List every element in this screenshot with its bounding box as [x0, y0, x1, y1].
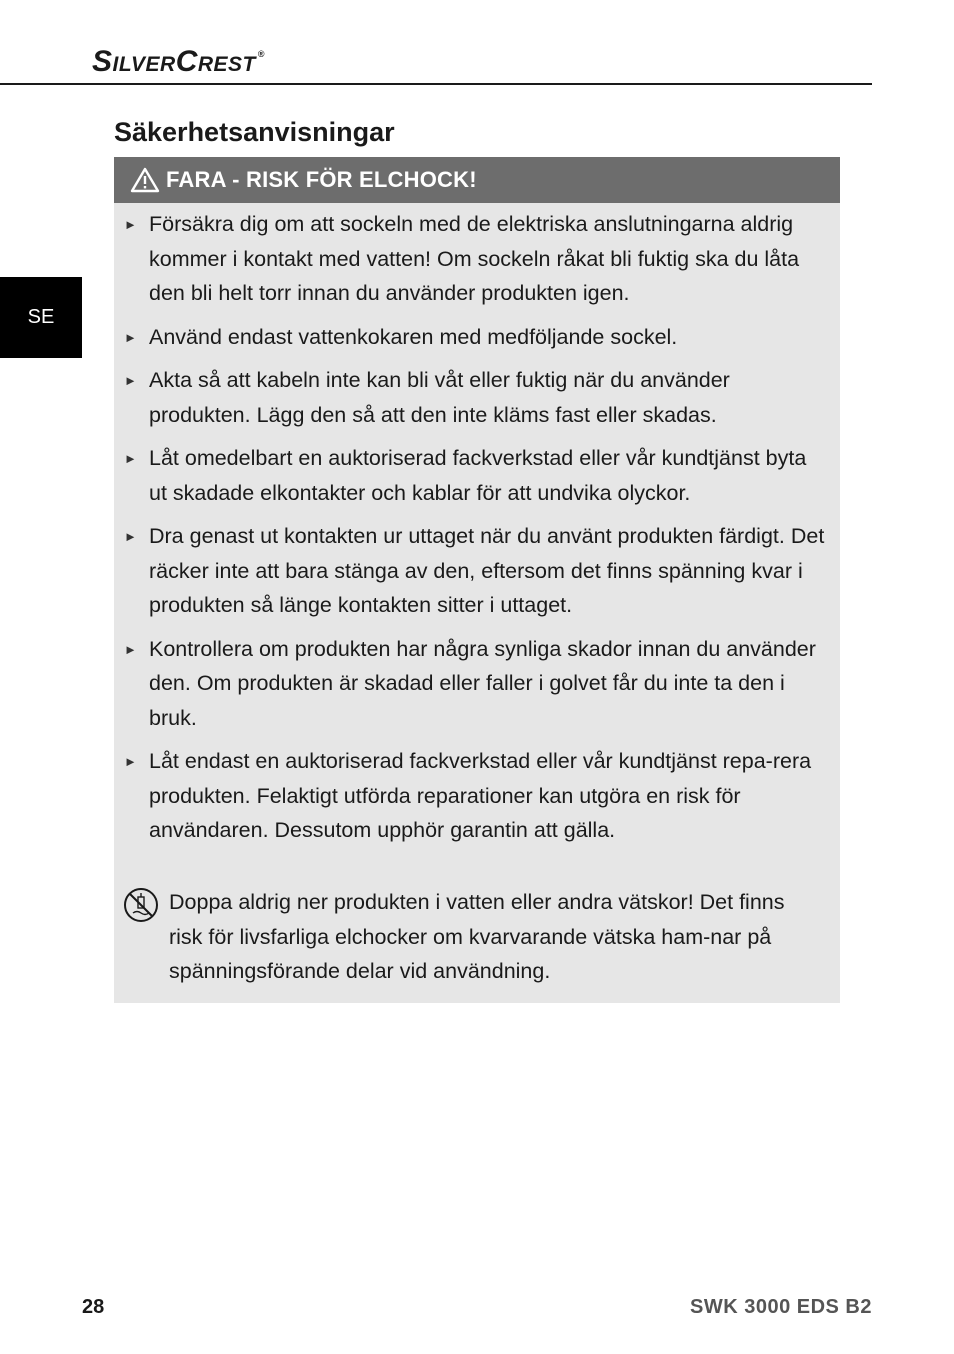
list-item-text: Dra genast ut kontakten ur uttaget när du använt produkten färdigt. Det räcker inte att bara stänga av den, eftersom det finns spänning kvar i produkten så länge kontakten sitter i uttaget.	[149, 524, 825, 617]
no-immersion-icon	[123, 887, 159, 923]
arrow-right-icon: ►	[124, 754, 137, 769]
list-item	[114, 632, 840, 736]
language-tab	[0, 277, 82, 358]
brand-name: SilverCrest	[92, 45, 256, 78]
warning-triangle-icon	[130, 167, 160, 193]
list-item	[114, 441, 840, 510]
list-item	[114, 519, 840, 623]
arrow-right-icon: ►	[124, 217, 137, 232]
list-item-text: Använd endast vattenkokaren med medföljande sockel.	[149, 324, 678, 349]
list-item	[114, 207, 840, 311]
brand-logo	[92, 34, 265, 82]
immersion-note	[114, 885, 840, 989]
arrow-right-icon: ►	[124, 529, 137, 544]
arrow-right-icon: ►	[124, 641, 137, 657]
trademark-symbol: ®	[257, 49, 266, 59]
warning-header	[114, 157, 840, 203]
arrow-right-icon: ►	[124, 329, 137, 345]
list-item-text: Kontrollera om produkten har några synliga skador innan du använder den. Om produkten är skadad eller faller i golvet får du inte ta den i bruk.	[149, 636, 816, 730]
list-item-text: Akta så att kabeln inte kan bli våt eller fuktig när du använder produkten. Lägg den så att den inte kläms fast eller skadas.	[149, 368, 730, 427]
header-divider	[0, 83, 872, 85]
warning-title: FARA - RISK FÖR ELCHOCK!	[166, 167, 477, 192]
note-text: Doppa aldrig ner produkten i vatten eller andra vätskor! Det finns risk för livsfarliga elchocker om kvarvarande vätska ham-nar på spänningsförande delar vid användning.	[169, 890, 785, 983]
section-title: Säkerhetsanvisningar	[114, 117, 395, 147]
page-number: 28	[82, 1296, 105, 1318]
arrow-right-icon: ►	[124, 373, 137, 388]
list-item-text: Låt omedelbart en auktoriserad fackverkstad eller vår kundtjänst byta ut skadade elkontakter och kablar för att undvika olyckor.	[149, 446, 807, 505]
list-item	[114, 744, 840, 848]
list-item	[114, 320, 840, 355]
list-item	[114, 363, 840, 432]
safety-list	[114, 207, 840, 857]
list-item-text: Låt endast en auktoriserad fackverkstad eller vår kundtjänst repa-rera produkten. Felaktigt utförda reparationer kan utgöra en risk för användaren. Dessutom upphör garantin att gälla.	[149, 749, 812, 842]
list-item-text: Försäkra dig om att sockeln med de elektriska anslutningarna aldrig kommer i kontakt med vatten! Om sockeln råkat bli fuktig ska du låta den bli helt torr innan du använder produkten igen.	[149, 212, 800, 305]
model-number: SWK 3000 EDS B2	[689, 1296, 872, 1318]
warning-box	[114, 157, 840, 1003]
language-label: SE	[27, 306, 55, 328]
arrow-right-icon: ►	[124, 451, 137, 466]
